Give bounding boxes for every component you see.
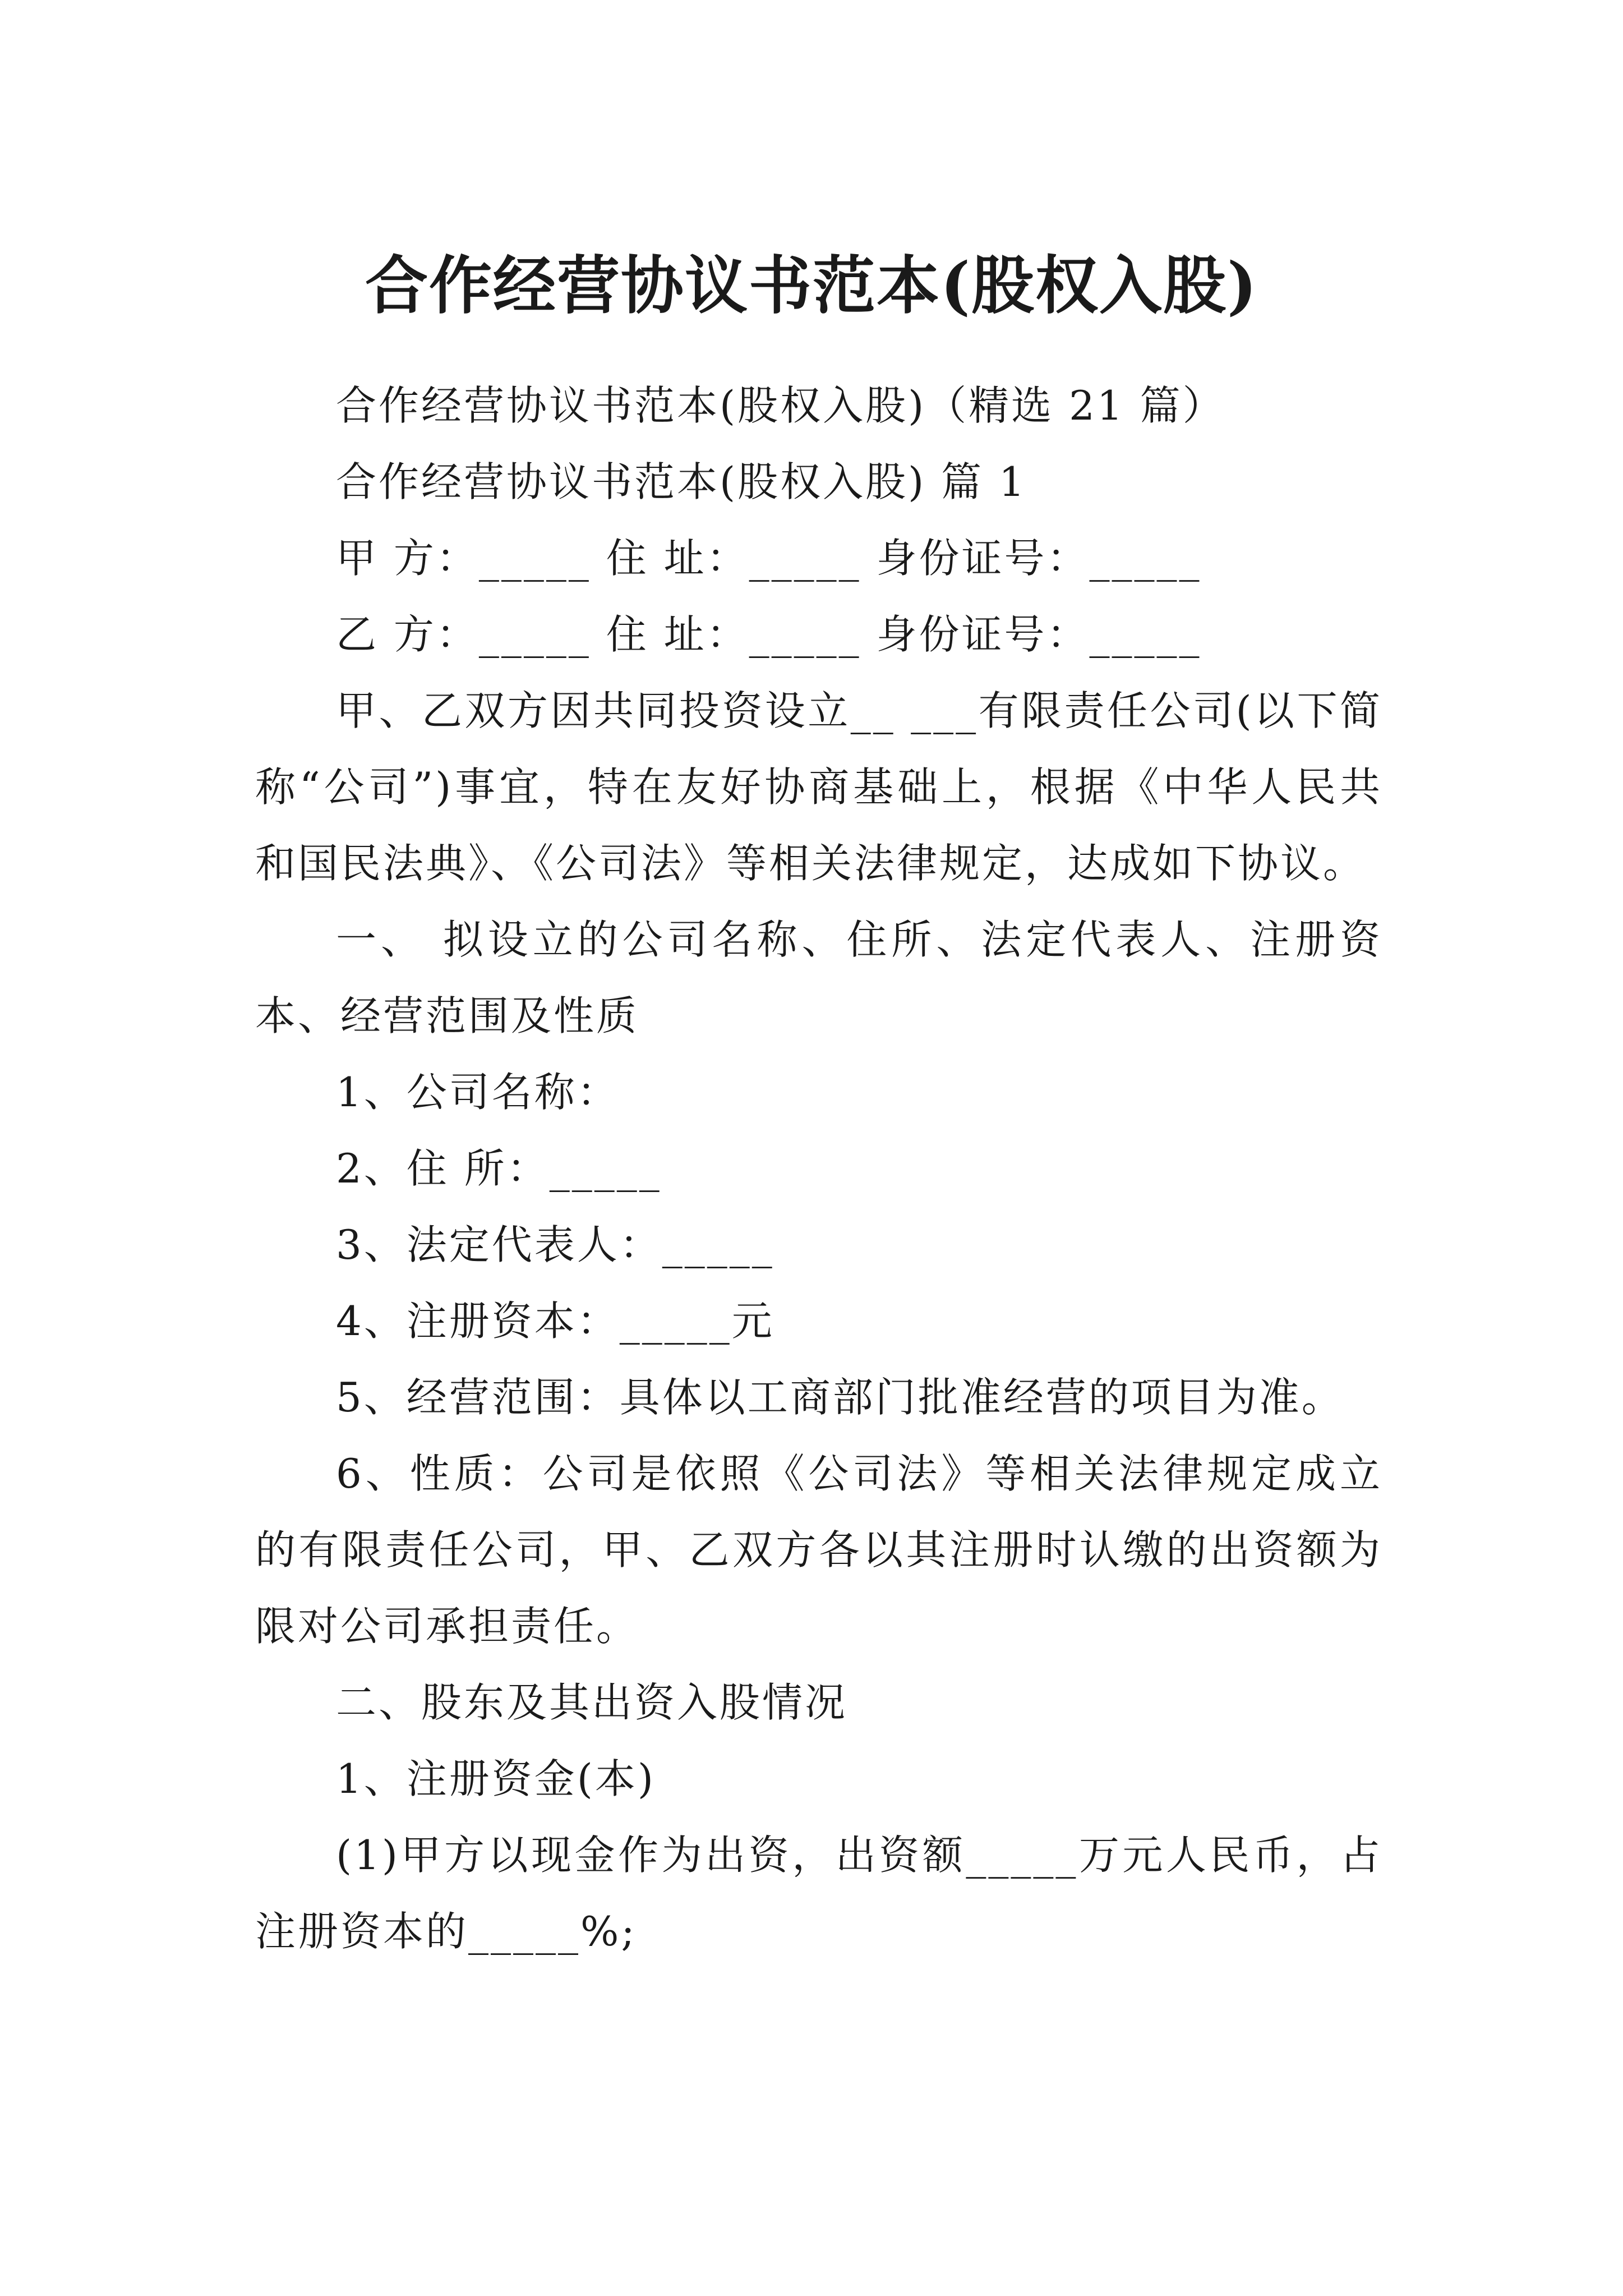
paragraph-business-scope: 5、经营范围：具体以工商部门批准经营的项目为准。 [336,1374,1344,1421]
paragraph-registered-capital: 4、注册资本：_____元 [336,1297,774,1345]
paragraph-company-name: 1、公司名称： [336,1069,620,1116]
paragraph-party-a-contribution: (1)甲方以现金作为出资，出资额_____万元人民币，占注册资本的_____%; [255,1832,1382,1955]
paragraph-legal-rep: 3、法定代表人：_____ [336,1221,774,1268]
paragraph-subtitle: 合作经营协议书范本(股权入股)（精选 21 篇） [336,382,1225,429]
paragraph-clause-1: 一、 拟设立的公司名称、住所、法定代表人、注册资本、经营范围及性质 [255,916,1382,1039]
paragraph-party-a: 甲 方：_____ 住 址：_____ 身份证号：_____ [336,535,1202,582]
paragraph-clause-2: 二、股东及其出资入股情况 [336,1679,848,1726]
paragraph-party-b: 乙 方：_____ 住 址：_____ 身份证号：_____ [336,611,1202,658]
document-title: 合作经营协议书范本(股权入股) [365,249,1258,323]
paragraph-preamble: 甲、乙双方因共同投资设立__ ___有限责任公司(以下简称“公司”)事宜，特在友好协商基础上，根据《中华人民共和国民法典》、《公司法》等相关法律规定，达成如下协议。 [255,687,1382,887]
paragraph-section-heading: 合作经营协议书范本(股权入股) 篇 1 [336,458,1027,505]
paragraph-registered-funds: 1、注册资金(本) [336,1755,656,1802]
paragraph-nature: 6、性质：公司是依照《公司法》等相关法律规定成立的有限责任公司，甲、乙双方各以其注册时认缴的出资额为限对公司承担责任。 [255,1450,1382,1650]
paragraph-address: 2、住 所：_____ [336,1145,662,1192]
document-body [255,367,1382,1970]
